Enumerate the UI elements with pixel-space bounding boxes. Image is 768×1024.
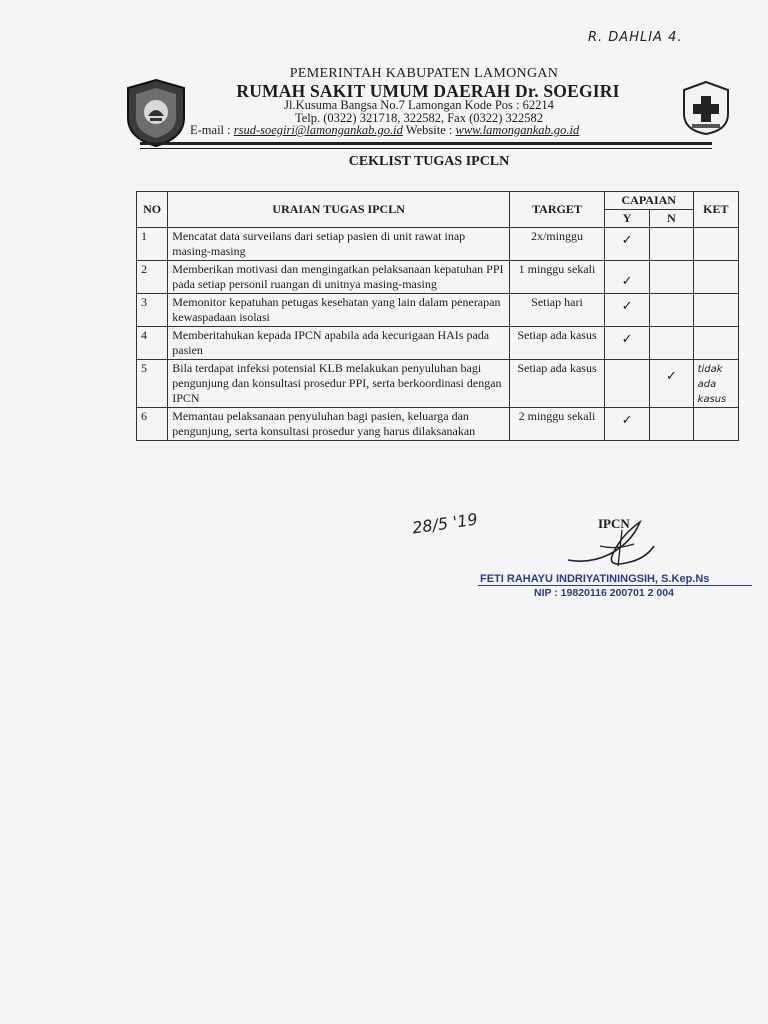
header-divider-thick xyxy=(140,142,712,145)
check-mark-icon: ✓ xyxy=(621,233,633,248)
table-row xyxy=(137,228,739,261)
row-number: 5 xyxy=(137,360,168,408)
table-row xyxy=(137,360,739,408)
signature-underline xyxy=(478,585,752,586)
signer-role: IPCN xyxy=(598,516,630,531)
task-target: 2 minggu sekali xyxy=(510,408,605,441)
signer-nip: NIP : 19820116 200701 2 004 xyxy=(534,587,674,599)
task-checklist-table xyxy=(136,191,739,441)
task-target: Setiap hari xyxy=(510,294,605,327)
check-mark-icon: ✓ xyxy=(621,413,633,428)
header-divider-thin xyxy=(140,148,712,149)
hospital-phone: Telp. (0322) 321718, 322582, Fax (0322) 322582 xyxy=(294,111,544,125)
hospital-name: RUMAH SAKIT UMUM DAERAH Dr. SOEGIRI xyxy=(236,81,620,101)
task-target: 1 minggu sekali xyxy=(510,261,605,294)
row-number: 3 xyxy=(137,294,168,327)
task-description: Memberikan motivasi dan mengingatkan pelaksanaan kepatuhan PPI pada setiap personil ruangan di unitnya masing-masing xyxy=(168,261,510,294)
task-target: Setiap ada kasus xyxy=(510,327,605,360)
header-no: NO xyxy=(137,192,168,228)
handwritten-signature-icon xyxy=(560,516,660,574)
check-mark-icon: ✓ xyxy=(621,299,633,314)
row-number: 1 xyxy=(137,228,168,261)
header-yes: Y xyxy=(604,210,649,228)
row-number: 2 xyxy=(137,261,168,294)
table-row xyxy=(137,261,739,294)
check-mark-icon: ✓ xyxy=(621,332,633,347)
handwritten-room-note: R. DAHLIA 4. xyxy=(588,30,683,45)
row-number: 6 xyxy=(137,408,168,441)
header-note: KET xyxy=(693,192,738,228)
government-name: PEMERINTAH KABUPATEN LAMONGAN xyxy=(289,66,559,81)
task-target: Setiap ada kasus xyxy=(510,360,605,408)
hospital-address: Jl.Kusuma Bangsa No.7 Lamongan Kode Pos : 62214 xyxy=(284,98,554,112)
contact-line xyxy=(190,123,579,138)
header-target: TARGET xyxy=(510,192,605,228)
website-label: Website : xyxy=(405,123,453,137)
header-achievement: CAPAIAN xyxy=(604,192,693,210)
table-row xyxy=(137,294,739,327)
table-row xyxy=(137,408,739,441)
task-target: 2x/minggu xyxy=(510,228,605,261)
header-description: URAIAN TUGAS IPCLN xyxy=(168,192,510,228)
task-description: Memberitahukan kepada IPCN apabila ada kecurigaan HAIs pada pasien xyxy=(168,327,510,360)
document-title: CEKLIST TUGAS IPCLN xyxy=(348,154,510,169)
signature-date: 28/5 '19 xyxy=(410,509,479,538)
email-label: E-mail : xyxy=(190,123,231,137)
signer-name: FETI RAHAYU INDRIYATININGSIH, S.Kep.Ns xyxy=(480,573,710,585)
task-description: Bila terdapat infeksi potensial KLB melakukan penyuluhan bagi pengunjung dan konsultasi prosedur PPI, serta berkoordinasi dengan IPCN xyxy=(168,360,510,408)
task-note: tidak ada kasus xyxy=(697,364,727,405)
task-description: Memantau pelaksanaan penyuluhan bagi pasien, keluarga dan pengunjung, serta konsultasi prosedur yang harus dilaksanakan xyxy=(168,408,510,441)
header-no-achieved: N xyxy=(650,210,693,228)
task-description: Memonitor kepatuhan petugas kesehatan yang lain dalam penerapan kewaspadaan isolasi xyxy=(168,294,510,327)
row-number: 4 xyxy=(137,327,168,360)
email-link[interactable]: rsud-soegiri@lamongankab.go.id xyxy=(233,123,403,137)
task-description: Mencatat data surveilans dari setiap pasien di unit rawat inap masing-masing xyxy=(168,228,510,261)
check-mark-icon: ✓ xyxy=(665,369,677,384)
table-row xyxy=(137,327,739,360)
website-link[interactable]: www.lamongankab.go.id xyxy=(455,123,580,137)
check-mark-icon: ✓ xyxy=(621,274,633,289)
